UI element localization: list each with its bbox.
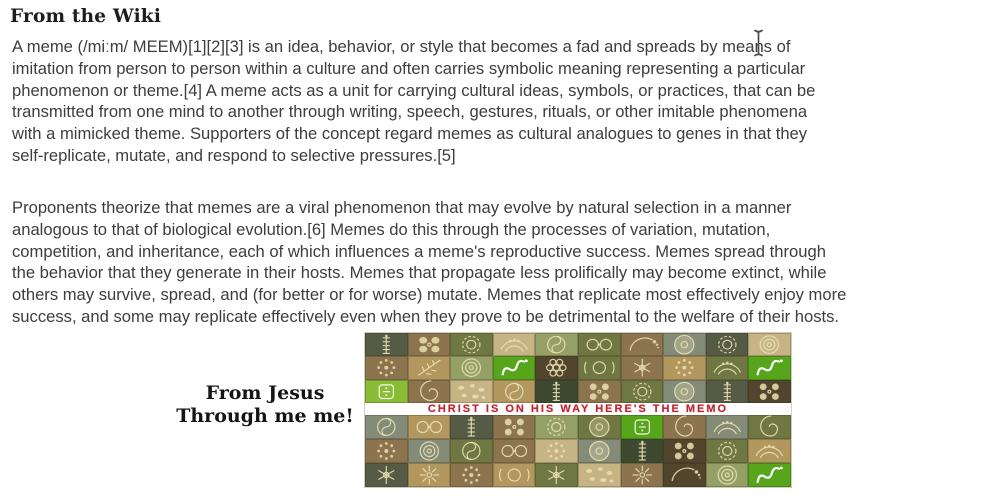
mosaic-tile-flower (535, 356, 578, 379)
mosaic-tile-dots (365, 356, 408, 379)
text-line: Proponents theorize that memes are a viral phenomenon that may evolve by natural selection in a manner (12, 198, 792, 217)
mosaic-tile-petals (408, 333, 451, 356)
mosaic-tile-blobs (578, 463, 621, 487)
mosaic-tile-star (621, 356, 664, 379)
mosaic-tile-logo (493, 356, 536, 379)
text-line: analogous to that of biological evolution.[6] Memes do this through the processes of variation, mutation, (12, 219, 771, 239)
mosaic-tile-rings (408, 439, 451, 463)
mosaic-tile-star (535, 463, 578, 487)
i-beam-cursor (752, 28, 765, 58)
mosaic-top-grid (365, 333, 791, 403)
meme-definition-paragraph (12, 36, 815, 167)
mosaic-tile-spiral (748, 415, 791, 439)
mosaic-tile-infinity (493, 439, 536, 463)
mosaic-caption-band (365, 403, 791, 415)
mosaic-tile-arcs (706, 356, 749, 379)
mosaic-tile-disc (663, 380, 706, 403)
mosaic-tile-disc (578, 415, 621, 439)
mosaic-tile-eye (578, 356, 621, 379)
text-line: with a mimicked theme. Supporters of the concept regard memes as cultural analogues to genes in that they (12, 124, 808, 144)
mosaic-tile-infinity (408, 415, 451, 439)
mosaic-tile-arcs (706, 415, 749, 439)
mosaic-tile-dots (450, 463, 493, 487)
text-line: phenomenon or theme.[4] A meme acts as a unit for carrying cultural ideas, symbols, or practices, that can be (12, 80, 816, 100)
mosaic-tile-dots (535, 439, 578, 463)
mosaic-tile-star (365, 463, 408, 487)
mosaic-tile-spokes (408, 463, 451, 487)
mosaic-tile-crescent (663, 463, 706, 487)
mosaic-tile-swirl (493, 380, 536, 403)
mosaic-tile-rings (748, 333, 791, 356)
crop-circle-mosaic-image (365, 333, 791, 487)
mosaic-tile-crescent (621, 333, 664, 356)
mosaic-tile-gear (621, 380, 664, 403)
mosaic-caption-text: CHRIST IS ON HIS WAY HERE'S THE MEMO (427, 403, 729, 415)
mosaic-tile-dots (663, 356, 706, 379)
attribution-line-2: Through me me! (176, 405, 354, 427)
mosaic-tile-arcs (748, 439, 791, 463)
mosaic-tile-swirl (365, 415, 408, 439)
text-line: competition, and inheritance, each of which influences a meme's reproductive success. Memes spread through (12, 241, 826, 261)
mosaic-tile-swirl (535, 333, 578, 356)
mosaic-tile-gear (706, 333, 749, 356)
mosaic-tile-spokes (621, 463, 664, 487)
attribution-caption (140, 382, 390, 428)
mosaic-tile-infinity (578, 333, 621, 356)
mosaic-tile-spiral (663, 415, 706, 439)
mosaic-tile-swirl (450, 439, 493, 463)
text-line: self-replicate, mutate, and respond to selective pressures.[5] (12, 145, 456, 165)
mosaic-tile-disc (578, 439, 621, 463)
attribution-line-1: From Jesus (205, 382, 325, 404)
mosaic-tile-gear (450, 333, 493, 356)
mosaic-tile-ladder (535, 380, 578, 403)
mosaic-tile-ladder (450, 415, 493, 439)
mosaic-tile-disc (663, 333, 706, 356)
mosaic-tile-spiral (408, 380, 451, 403)
text-line: imitation from person to person within a culture and often carries symbolic meaning representing a particular (12, 58, 806, 78)
text-line: transmitted from one mind to another through writing, speech, gestures, rituals, or other imitable phenomena (12, 102, 808, 122)
mosaic-tile-logo (748, 356, 791, 379)
mosaic-tile-rings (706, 463, 749, 487)
wiki-section-heading: From the Wiki (10, 6, 162, 27)
mosaic-tile-arcs (493, 333, 536, 356)
mosaic-tile-blobs (450, 380, 493, 403)
text-line: success, and some may replicate effectively even when they prove to be detrimental to the welfare of their hosts. (12, 306, 840, 326)
mosaic-tile-pairs (748, 380, 791, 403)
mosaic-tile-logo (748, 463, 791, 487)
mosaic-tile-pairs (578, 380, 621, 403)
mosaic-tile-pairs (663, 439, 706, 463)
text-line: others may survive, spread, and (for better or for worse) mutate. Memes that replicate most effectively enjoy more (12, 285, 847, 305)
mosaic-tile-ladder (365, 333, 408, 356)
mosaic-tile-eye (493, 463, 536, 487)
mosaic-tile-glyph (621, 415, 664, 439)
mosaic-tile-dots (365, 439, 408, 463)
mosaic-tile-ladder (706, 380, 749, 403)
mosaic-tile-glyph (365, 380, 408, 403)
mosaic-tile-rings (450, 356, 493, 379)
mosaic-tile-ladder (621, 439, 664, 463)
mosaic-tile-gear (706, 439, 749, 463)
mosaic-bottom-grid (365, 415, 791, 487)
mosaic-tile-pairs (493, 415, 536, 439)
text-line: the behavior that they generate in their hosts. Memes that propagate less prolifically may become extinct, while (12, 263, 827, 283)
mosaic-tile-leaf (408, 356, 451, 379)
meme-evolution-paragraph (12, 197, 846, 328)
mosaic-tile-gear (535, 415, 578, 439)
text-line: A meme (/miːm/ MEEM)[1][2][3] is an idea, behavior, or style that becomes a fad and spreads by means of (12, 37, 791, 56)
